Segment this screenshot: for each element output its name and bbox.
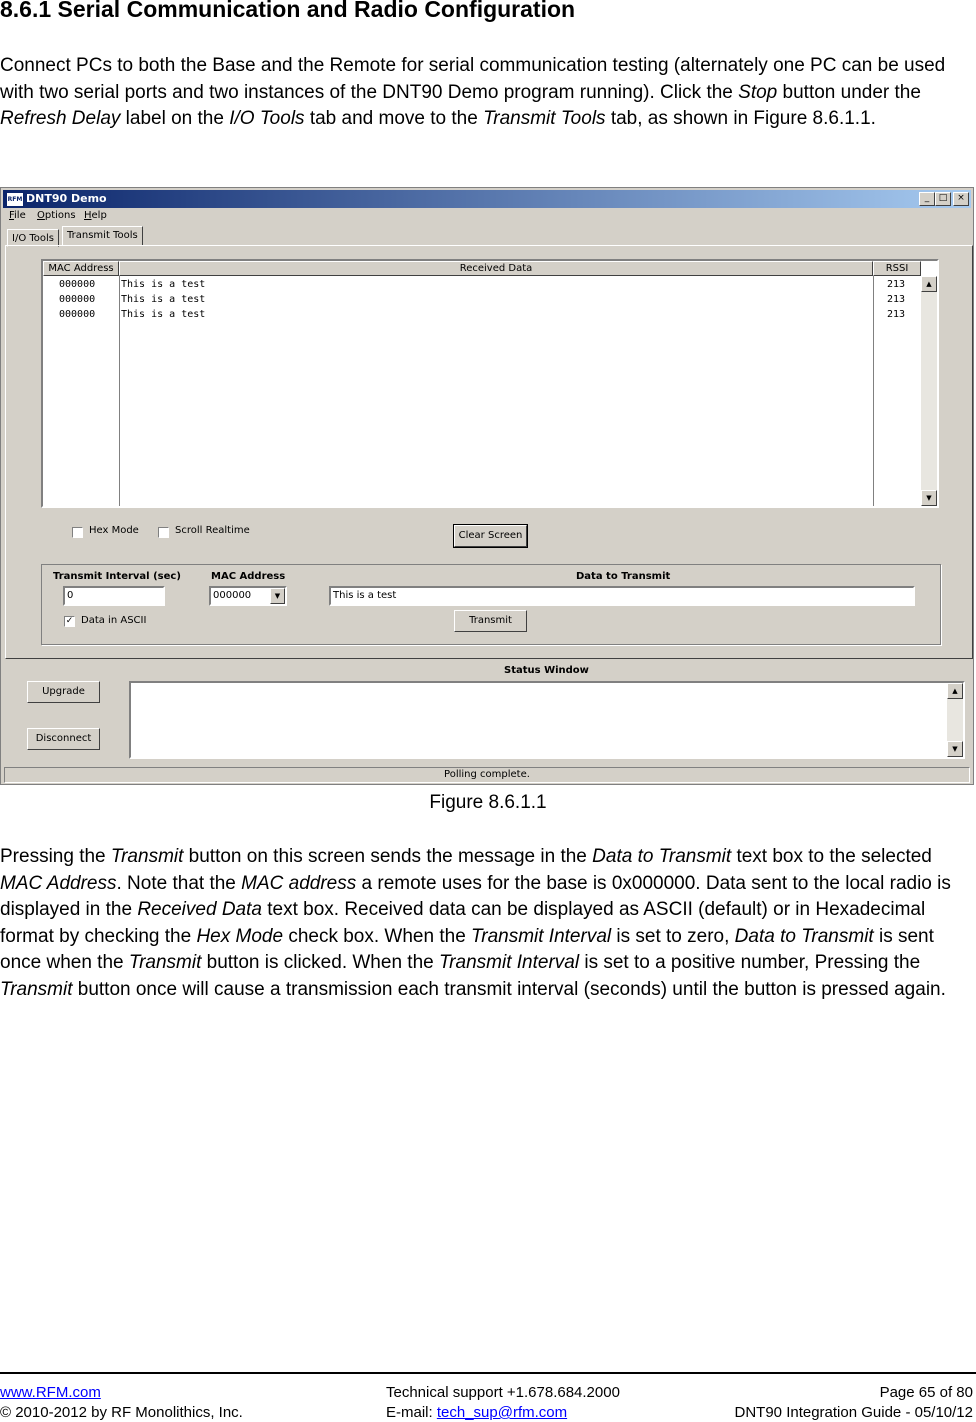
scroll-down-arrow-icon[interactable]: ▼ — [921, 490, 937, 506]
body-emphasis: Transmit Interval — [438, 952, 580, 974]
mac-address-value: 000000 — [213, 590, 252, 601]
intro-emphasis: Stop — [738, 81, 778, 103]
body-text: text box to the selected — [731, 846, 932, 867]
data-to-transmit-input[interactable]: This is a test — [329, 586, 915, 606]
data-in-ascii-label: Data in ASCII — [81, 615, 147, 626]
footer-page-number: Page 65 of 80 — [879, 1384, 973, 1401]
status-scrollbar[interactable] — [947, 683, 963, 757]
chevron-down-icon[interactable]: ▼ — [270, 588, 285, 604]
menu-file[interactable]: File — [9, 210, 26, 221]
body-text: button once will cause a transmission each transmit interval (seconds) until the button is pressed again. — [72, 978, 946, 1000]
app-icon: RFM — [6, 192, 24, 207]
body-emphasis: Hex Mode — [196, 925, 284, 947]
scroll-up-arrow-icon[interactable]: ▲ — [921, 276, 937, 292]
intro-text: tab and move to the — [304, 108, 484, 130]
footer-copyright: © 2010-2012 by RF Monolithics, Inc. — [0, 1404, 243, 1421]
row-rssi: 213 — [887, 309, 906, 320]
row-mac: 000000 — [59, 294, 96, 305]
scroll-up-arrow-icon[interactable]: ▲ — [947, 683, 963, 699]
row-data: This is a test — [121, 279, 206, 290]
status-window-label: Status Window — [504, 665, 589, 676]
body-text: is sent once when the — [0, 925, 934, 974]
tab-transmit-tools[interactable]: Transmit Tools — [62, 226, 143, 246]
intro-text: tab, as shown in Figure 8.6.1.1. — [605, 108, 876, 130]
row-data: This is a test — [121, 309, 206, 320]
column-header-mac[interactable]: MAC Address — [43, 261, 119, 276]
scroll-realtime-label: Scroll Realtime — [175, 525, 250, 536]
intro-emphasis: I/O Tools — [229, 108, 305, 130]
mac-address-label: MAC Address — [211, 571, 286, 582]
intro-text: label on the — [120, 108, 230, 130]
section-heading: 8.6.1 Serial Communication and Radio Configuration — [0, 0, 576, 22]
row-rssi: 213 — [887, 294, 906, 305]
body-emphasis: Transmit — [110, 846, 184, 867]
window-title: DNT90 Demo — [26, 192, 107, 205]
title-bar[interactable] — [3, 190, 971, 208]
data-to-transmit-label: Data to Transmit — [576, 571, 671, 582]
column-header-received-data[interactable]: Received Data — [119, 261, 873, 276]
footer-guide: DNT90 Integration Guide - 05/10/12 — [734, 1404, 973, 1421]
transmit-interval-input[interactable]: 0 — [63, 586, 165, 606]
transmit-interval-label: Transmit Interval (sec) — [53, 571, 181, 582]
clear-screen-button[interactable]: Clear Screen — [454, 525, 527, 547]
maximize-button[interactable]: □ — [935, 192, 951, 206]
status-window[interactable] — [129, 681, 965, 759]
intro-text: Connect PCs to both the Base and the Remote for serial communication testing (alternately one PC can be used with two serial ports and two instances of the DNT90 Demo program running). Click the — [0, 55, 946, 103]
status-bar: Polling complete. — [4, 767, 970, 783]
disconnect-button[interactable]: Disconnect — [27, 728, 100, 750]
body-emphasis: Transmit Interval — [471, 925, 612, 947]
scroll-down-arrow-icon[interactable]: ▼ — [947, 741, 963, 757]
footer-email: E-mail: tech_sup@rfm.com — [386, 1404, 568, 1421]
figure-caption: Figure 8.6.1.1 — [429, 792, 547, 813]
body-text: is set to a positive number, Pressing the — [579, 952, 921, 974]
data-in-ascii-checkbox[interactable]: ✓ — [65, 616, 74, 626]
body-text: a remote uses for the base is 0x000000. Data sent to the local radio is displayed in the — [0, 872, 951, 921]
body-emphasis: Transmit — [0, 978, 73, 1000]
tab-io-tools[interactable]: I/O Tools — [7, 229, 59, 247]
footer-rule — [0, 1372, 976, 1374]
body-emphasis: Data to Transmit — [592, 846, 732, 867]
body-emphasis: Transmit — [128, 952, 202, 974]
body-emphasis: MAC address — [241, 872, 357, 894]
row-rssi: 213 — [887, 279, 906, 290]
body-text: is set to zero, — [611, 925, 735, 947]
footer-website-link[interactable]: www.RFM.com — [0, 1384, 101, 1401]
body-emphasis: MAC Address — [0, 872, 117, 894]
body-text: Pressing the — [0, 846, 111, 867]
body-paragraph — [0, 844, 976, 1004]
footer-email-link[interactable]: tech_sup@rfm.com — [436, 1404, 568, 1421]
body-text: button on this screen sends the message in the — [183, 846, 593, 867]
body-emphasis: Data to Transmit — [734, 925, 874, 947]
hex-mode-label: Hex Mode — [89, 525, 139, 536]
intro-emphasis: Refresh Delay — [0, 108, 121, 130]
row-data: This is a test — [121, 294, 206, 305]
close-button[interactable]: × — [953, 192, 969, 206]
footer-support: Technical support +1.678.684.2000 — [386, 1384, 620, 1401]
minimize-button[interactable]: _ — [919, 192, 935, 206]
body-text: . Note that the — [116, 872, 242, 894]
dnt90-demo-window — [0, 187, 974, 785]
row-mac: 000000 — [59, 279, 96, 290]
hex-mode-checkbox[interactable] — [72, 527, 83, 538]
intro-emphasis: Transmit Tools — [483, 108, 606, 130]
upgrade-button[interactable]: Upgrade — [27, 681, 100, 703]
menu-options[interactable]: Options — [37, 210, 76, 221]
body-text: button is clicked. When the — [201, 952, 439, 974]
body-emphasis: Received Data — [137, 899, 262, 921]
mac-address-select[interactable] — [209, 586, 287, 606]
list-scrollbar[interactable] — [921, 276, 937, 506]
intro-text: button under the — [777, 81, 921, 103]
received-data-list[interactable] — [41, 259, 939, 508]
intro-paragraph — [0, 53, 976, 133]
menu-help[interactable]: Help — [84, 210, 107, 221]
transmit-button[interactable]: Transmit — [454, 610, 527, 632]
body-text: text box. Received data can be displayed as ASCII (default) or in Hexadecimal format by checking the — [0, 899, 926, 947]
body-text: check box. When the — [283, 925, 472, 947]
row-mac: 000000 — [59, 309, 96, 320]
scroll-realtime-checkbox[interactable] — [158, 527, 169, 538]
column-divider — [119, 276, 120, 506]
column-divider — [873, 276, 874, 506]
column-header-rssi[interactable]: RSSI — [873, 261, 921, 276]
